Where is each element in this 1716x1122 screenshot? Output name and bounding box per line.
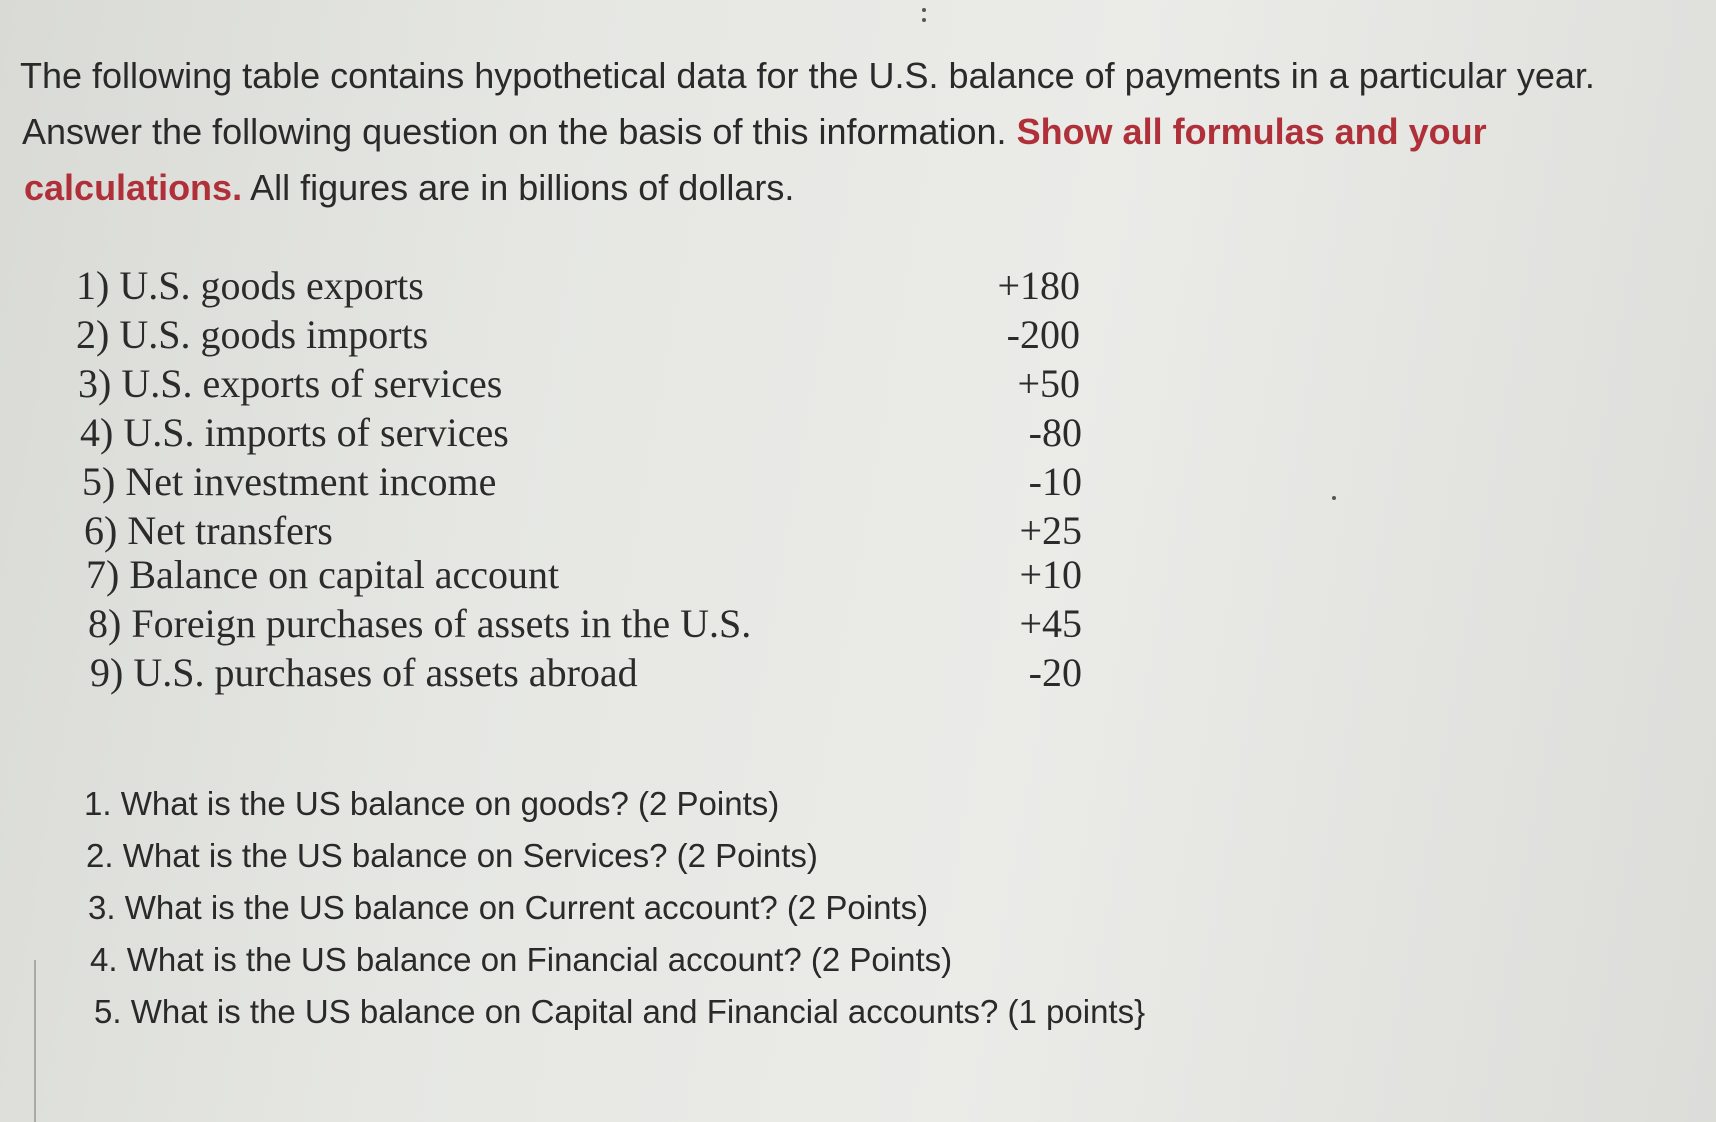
table-row [76,458,1082,507]
speck-right [1332,496,1336,500]
table-row [76,649,1082,698]
question-item: 1. What is the US balance on goods? (2 Points) [84,785,780,822]
row-label: 7) Balance on capital account [86,552,560,597]
question-item: 4. What is the US balance on Financial account? (2 Points) [90,941,953,978]
speck-top [922,8,926,12]
row-label: 2) U.S. goods imports [76,312,429,357]
intro-line-2 [20,104,1700,160]
row-label: 1) U.S. goods exports [76,263,424,308]
row-value: +50 [1017,361,1080,406]
instructions-paragraph [20,48,1700,216]
row-label: 3) U.S. exports of services [78,361,503,406]
row-label: 8) Foreign purchases of assets in the U.S. [88,601,752,646]
table-row [76,262,1080,311]
page-edge-line [34,960,36,1122]
row-value: +180 [997,263,1080,308]
table-row [76,551,1082,600]
intro-emphasis-2: calculations. [24,167,243,208]
row-label: 6) Net transfers [84,508,333,553]
speck-top-2 [922,18,926,22]
row-value: +25 [1019,508,1082,553]
question-item: 3. What is the US balance on Current account? (2 Points) [88,889,929,926]
row-label: 4) U.S. imports of services [80,410,509,455]
row-value: +45 [1019,601,1082,646]
row-value: -80 [1028,410,1082,455]
row-value: -200 [1006,312,1080,357]
question-item: 2. What is the US balance on Services? (2 Points) [86,837,818,874]
table-row [76,311,1080,360]
row-value: -20 [1028,650,1082,695]
table-row [76,507,1082,553]
intro-line-3-text: All figures are in billions of dollars. [242,167,795,208]
table-row [76,360,1080,409]
intro-line-2-text: Answer the following question on the basis of this information. [22,111,1017,152]
row-value: +10 [1019,552,1082,597]
row-value: -10 [1028,459,1082,504]
intro-line-1: The following table contains hypothetical data for the U.S. balance of payments in a particular year. [20,55,1595,96]
balance-of-payments-table [76,262,1082,698]
question-item: 5. What is the US balance on Capital and Financial accounts? (1 points} [94,993,1146,1030]
row-label: 5) Net investment income [82,459,497,504]
intro-emphasis-1: Show all formulas and your [1016,111,1487,152]
table-row [76,409,1082,458]
table-row [76,600,1082,649]
row-label: 9) U.S. purchases of assets abroad [90,650,638,695]
intro-line-3 [20,160,1700,216]
question-list [84,778,1484,1038]
